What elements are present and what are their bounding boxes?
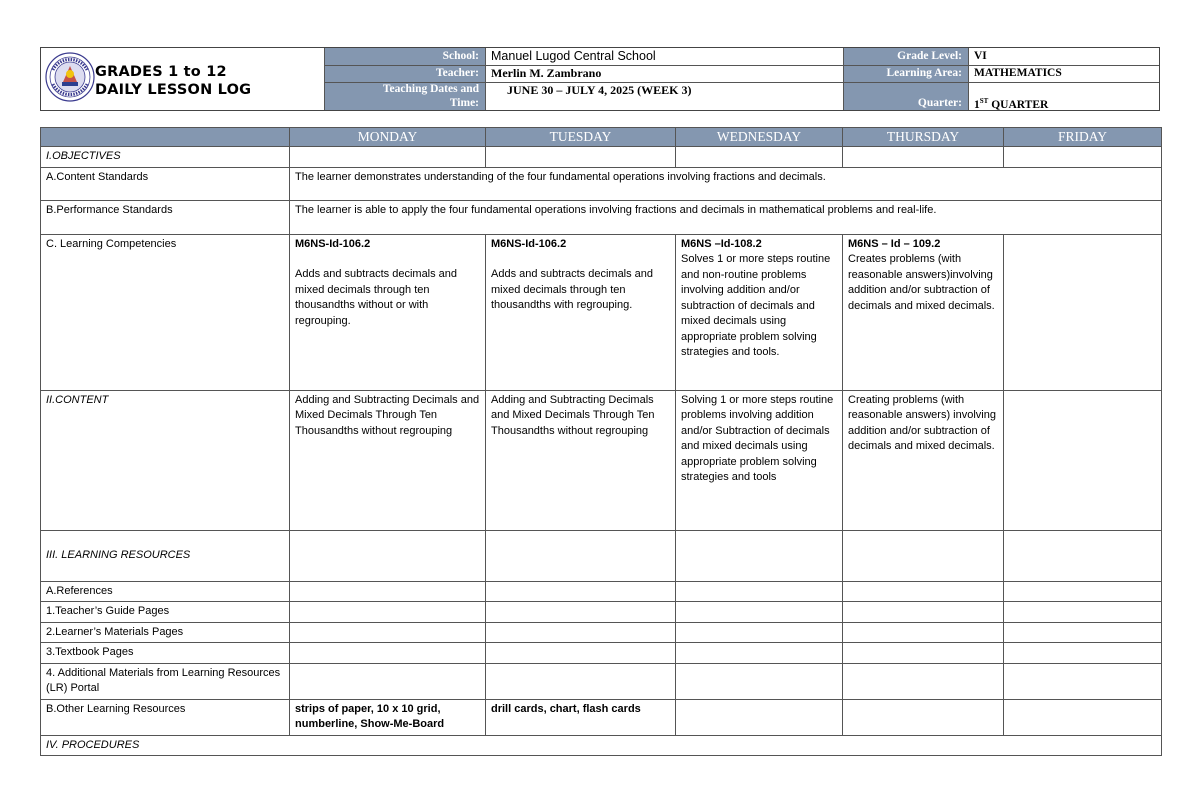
learning-resources-row	[41, 530, 1162, 581]
cell	[843, 663, 1004, 699]
other-resources-row	[41, 699, 1162, 735]
header-col-line	[485, 48, 486, 110]
teacher-value: Merlin M. Zambrano	[491, 66, 602, 80]
other-resources-wednesday	[676, 699, 843, 735]
quarter-value	[968, 93, 1159, 110]
cell	[290, 622, 486, 643]
grade-level-value: VI	[974, 50, 987, 62]
competency-tuesday	[486, 234, 676, 390]
learning-area-label: Learning Area:	[843, 65, 968, 82]
day-header-monday: MONDAY	[290, 128, 486, 147]
performance-standards-text: The learner is able to apply the four fundamental operations involving fractions and decimals in mathematical problems and real-life.	[290, 200, 1162, 234]
cell	[1004, 622, 1162, 643]
cell	[486, 147, 676, 168]
content-row	[41, 390, 1162, 530]
cell	[843, 581, 1004, 602]
competency-code: M6NS – Id – 109.2	[848, 237, 941, 250]
cell	[486, 643, 676, 664]
header-row-line	[325, 82, 1159, 83]
cell	[1004, 530, 1162, 581]
performance-standards-label: B.Performance Standards	[41, 200, 290, 234]
cell	[486, 622, 676, 643]
competency-monday	[290, 234, 486, 390]
dates-label-line-2: Time:	[449, 97, 479, 109]
content-standards-row	[41, 167, 1162, 200]
cell	[843, 147, 1004, 168]
log-title-line-2: DAILY LESSON LOG	[95, 82, 252, 98]
content-wednesday: Solving 1 or more steps routine problems involving addition and/or Subtraction of decimals and mixed decimals using appropriate problem solving strategies and tools	[676, 390, 843, 530]
cell	[290, 530, 486, 581]
textbook-row	[41, 643, 1162, 664]
day-header-blank	[41, 128, 290, 147]
cell	[676, 643, 843, 664]
competency-code: M6NS-Id-106.2	[491, 237, 567, 250]
header-col-line	[968, 48, 969, 110]
other-resources-label: B.Other Learning Resources	[41, 699, 290, 735]
cell	[676, 663, 843, 699]
day-header-thursday: THURSDAY	[843, 128, 1004, 147]
dates-label	[325, 82, 485, 110]
cell	[290, 581, 486, 602]
other-resources-thursday	[843, 699, 1004, 735]
cell	[843, 530, 1004, 581]
cell	[1004, 602, 1162, 623]
grade-level-label: Grade Level:	[843, 48, 968, 65]
learning-resources-label: III. LEARNING RESOURCES	[41, 530, 290, 581]
additional-materials-row	[41, 663, 1162, 699]
day-header-wednesday: WEDNESDAY	[676, 128, 843, 147]
content-standards-text: The learner demonstrates understanding of the four fundamental operations involving fractions and decimals.	[290, 167, 1162, 200]
quarter-ordinal: ST	[979, 97, 989, 105]
content-label: II.CONTENT	[41, 390, 290, 530]
cell	[290, 602, 486, 623]
header-col-line	[843, 48, 844, 110]
competency-text: Adds and subtracts decimals and mixed decimals through ten thousandths without or with regrouping.	[295, 268, 458, 327]
school-value: Manuel Lugod Central School	[491, 49, 656, 63]
dates-label-line-1: Teaching Dates and	[382, 83, 479, 95]
content-standards-label: A.Content Standards	[41, 167, 290, 200]
content-thursday: Creating problems (with reasonable answers) involving addition and/or subtraction of decimals and mixed decimals.	[843, 390, 1004, 530]
competencies-row	[41, 234, 1162, 390]
competency-code: M6NS-Id-106.2	[295, 237, 371, 250]
teachers-guide-label: 1.Teacher’s Guide Pages	[41, 602, 290, 623]
cell	[843, 643, 1004, 664]
competencies-label: C. Learning Competencies	[41, 234, 290, 390]
cell	[290, 663, 486, 699]
quarter-label: Quarter:	[843, 82, 968, 110]
cell	[1004, 643, 1162, 664]
teacher-label: Teacher:	[325, 65, 485, 82]
cell	[486, 663, 676, 699]
cell	[290, 147, 486, 168]
content-tuesday: Adding and Subtracting Decimals and Mixed Decimals Through Ten Thousandths without regrouping	[486, 390, 676, 530]
content-monday: Adding and Subtracting Decimals and Mixed Decimals Through Ten Thousandths without regrouping	[290, 390, 486, 530]
log-title-line-1: GRADES 1 to 12	[95, 64, 227, 80]
competency-text: Solves 1 or more steps routine and non-routine problems involving addition and/or subtraction of decimals and mixed decimals using appropriate problem solving strategies and tools.	[681, 253, 831, 358]
learners-materials-label: 2.Learner’s Materials Pages	[41, 622, 290, 643]
cell	[1004, 581, 1162, 602]
competency-text: Creates problems (with reasonable answers)involving addition and/or subtraction of decimals and mixed decimals.	[848, 253, 995, 312]
cell	[486, 530, 676, 581]
other-resources-friday	[1004, 699, 1162, 735]
competency-text: Adds and subtracts decimals and mixed decimals through ten thousandths with regrouping.	[491, 268, 654, 311]
content-friday	[1004, 390, 1162, 530]
cell	[486, 602, 676, 623]
references-row	[41, 581, 1162, 602]
cell	[676, 581, 843, 602]
other-resources-monday: strips of paper, 10 x 10 grid, numberline, Show-Me-Board	[290, 699, 486, 735]
cell	[676, 530, 843, 581]
procedures-label: IV. PROCEDURES	[41, 735, 1162, 756]
dates-value: JUNE 30 – JULY 4, 2025 (WEEK 3)	[507, 83, 692, 97]
cell	[1004, 663, 1162, 699]
cell	[676, 602, 843, 623]
cell	[290, 643, 486, 664]
references-label: A.References	[41, 581, 290, 602]
day-header-tuesday: TUESDAY	[486, 128, 676, 147]
cell	[1004, 147, 1162, 168]
lesson-log-table	[40, 127, 1162, 756]
objectives-label: I.OBJECTIVES	[41, 147, 290, 168]
competency-code: M6NS –Id-108.2	[681, 237, 762, 250]
cell	[843, 622, 1004, 643]
performance-standards-row	[41, 200, 1162, 234]
cell	[676, 622, 843, 643]
additional-materials-label: 4. Additional Materials from Learning Resources (LR) Portal	[41, 663, 290, 699]
objectives-row	[41, 147, 1162, 168]
cell	[843, 602, 1004, 623]
teachers-guide-row	[41, 602, 1162, 623]
procedures-row	[41, 735, 1162, 756]
quarter-word: QUARTER	[988, 98, 1049, 111]
other-resources-tuesday: drill cards, chart, flash cards	[486, 699, 676, 735]
header-box	[40, 47, 1160, 111]
cell	[486, 581, 676, 602]
school-label: School:	[325, 48, 485, 65]
competency-friday	[1004, 234, 1162, 390]
competency-wednesday	[676, 234, 843, 390]
learning-area-value: MATHEMATICS	[974, 67, 1062, 79]
day-header-friday: FRIDAY	[1004, 128, 1162, 147]
learners-materials-row	[41, 622, 1162, 643]
competency-thursday	[843, 234, 1004, 390]
header-row-line	[325, 65, 1159, 66]
day-header-row	[41, 128, 1162, 147]
quarter-number: 1	[974, 98, 980, 111]
deped-seal-logo	[45, 52, 95, 102]
cell	[676, 147, 843, 168]
textbook-label: 3.Textbook Pages	[41, 643, 290, 664]
